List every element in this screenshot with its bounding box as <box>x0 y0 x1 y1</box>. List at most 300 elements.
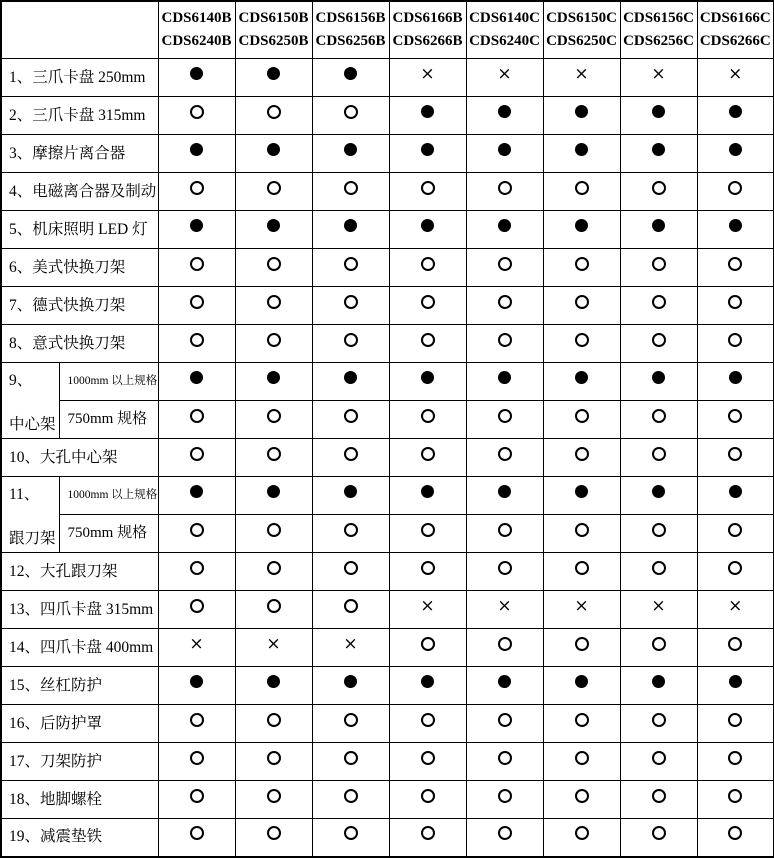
symbol-cell <box>389 135 466 173</box>
symbol-cell <box>389 173 466 211</box>
filled-circle-icon <box>652 219 665 232</box>
open-circle-icon <box>575 713 589 727</box>
symbol-cell <box>466 477 543 515</box>
open-circle-icon <box>190 447 204 461</box>
symbol-cell <box>312 515 389 553</box>
symbol-cell <box>543 591 620 629</box>
symbol-cell <box>466 211 543 249</box>
symbol-cell <box>389 667 466 705</box>
symbol-cell <box>620 59 697 97</box>
open-circle-icon <box>498 751 512 765</box>
symbol-cell <box>235 363 312 401</box>
open-circle-icon <box>344 295 358 309</box>
symbol-cell <box>620 515 697 553</box>
open-circle-icon <box>344 751 358 765</box>
symbol-cell <box>158 515 235 553</box>
symbol-cell <box>389 401 466 439</box>
symbol-cell <box>312 781 389 819</box>
spec-label: 1000mm 以上规格 <box>59 477 158 515</box>
symbol-cell <box>697 287 774 325</box>
table-row <box>1 249 774 287</box>
symbol-cell <box>389 59 466 97</box>
open-circle-icon <box>344 409 358 423</box>
open-circle-icon <box>267 599 281 613</box>
symbol-cell <box>235 97 312 135</box>
open-circle-icon <box>267 751 281 765</box>
symbol-cell <box>389 705 466 743</box>
filled-circle-icon <box>190 485 203 498</box>
group-number: 11、 <box>9 485 40 503</box>
model-name-top: CDS6156B <box>315 10 386 26</box>
symbol-cell <box>312 59 389 97</box>
symbol-cell <box>158 135 235 173</box>
symbol-cell <box>620 97 697 135</box>
model-name-top: CDS6166B <box>392 10 463 26</box>
open-circle-icon <box>190 561 204 575</box>
filled-circle-icon <box>729 675 742 688</box>
symbol-cell <box>697 781 774 819</box>
model-name-top: CDS6156C <box>623 10 694 26</box>
model-name-top: CDS6150B <box>238 10 309 26</box>
symbol-cell <box>389 743 466 781</box>
symbol-cell <box>466 249 543 287</box>
table-row <box>1 591 774 629</box>
symbol-cell <box>620 553 697 591</box>
open-circle-icon <box>498 789 512 803</box>
table-row <box>1 743 774 781</box>
open-circle-icon <box>344 333 358 347</box>
symbol-cell <box>389 477 466 515</box>
model-header <box>389 1 466 59</box>
symbol-cell <box>620 591 697 629</box>
open-circle-icon <box>575 789 589 803</box>
open-circle-icon <box>421 333 435 347</box>
symbol-cell <box>158 629 235 667</box>
open-circle-icon <box>498 181 512 195</box>
filled-circle-icon <box>190 675 203 688</box>
filled-circle-icon <box>652 485 665 498</box>
symbol-cell <box>543 249 620 287</box>
open-circle-icon <box>267 826 281 840</box>
filled-circle-icon <box>575 675 588 688</box>
open-circle-icon <box>344 713 358 727</box>
cross-icon: × <box>651 63 666 84</box>
symbol-cell <box>466 59 543 97</box>
group-label <box>1 477 59 553</box>
open-circle-icon <box>344 789 358 803</box>
filled-circle-icon <box>344 371 357 384</box>
filled-circle-icon <box>498 105 511 118</box>
filled-circle-icon <box>652 143 665 156</box>
symbol-cell <box>697 325 774 363</box>
table-row <box>1 705 774 743</box>
open-circle-icon <box>652 637 666 651</box>
open-circle-icon <box>421 181 435 195</box>
spec-label: 1000mm 以上规格 <box>59 363 158 401</box>
symbol-cell <box>466 629 543 667</box>
symbol-cell <box>466 439 543 477</box>
open-circle-icon <box>728 561 742 575</box>
symbol-cell <box>235 705 312 743</box>
symbol-cell <box>235 59 312 97</box>
table-row <box>1 363 774 401</box>
symbol-cell <box>697 211 774 249</box>
symbol-cell <box>620 135 697 173</box>
open-circle-icon <box>498 561 512 575</box>
symbol-cell <box>235 515 312 553</box>
symbol-cell <box>620 629 697 667</box>
symbol-cell <box>312 325 389 363</box>
filled-circle-icon <box>575 219 588 232</box>
symbol-cell <box>389 515 466 553</box>
row-label: 18、地脚螺栓 <box>1 781 158 819</box>
symbol-cell <box>158 667 235 705</box>
symbol-cell <box>620 363 697 401</box>
symbol-cell <box>543 211 620 249</box>
symbol-cell <box>312 211 389 249</box>
open-circle-icon <box>421 409 435 423</box>
open-circle-icon <box>652 333 666 347</box>
open-circle-icon <box>421 751 435 765</box>
symbol-cell <box>389 325 466 363</box>
model-header <box>312 1 389 59</box>
open-circle-icon <box>498 447 512 461</box>
symbol-cell <box>389 363 466 401</box>
open-circle-icon <box>190 826 204 840</box>
model-header <box>543 1 620 59</box>
filled-circle-icon <box>421 219 434 232</box>
open-circle-icon <box>190 181 204 195</box>
open-circle-icon <box>498 333 512 347</box>
symbol-cell <box>389 819 466 857</box>
symbol-cell <box>466 97 543 135</box>
symbol-cell <box>620 173 697 211</box>
symbol-cell <box>389 439 466 477</box>
open-circle-icon <box>498 713 512 727</box>
open-circle-icon <box>652 181 666 195</box>
symbol-cell <box>697 173 774 211</box>
open-circle-icon <box>498 637 512 651</box>
open-circle-icon <box>267 333 281 347</box>
symbol-cell <box>620 667 697 705</box>
symbol-cell <box>543 173 620 211</box>
table-row <box>1 59 774 97</box>
symbol-cell <box>466 705 543 743</box>
cross-icon: × <box>343 633 358 654</box>
symbol-cell <box>312 477 389 515</box>
filled-circle-icon <box>421 675 434 688</box>
symbol-cell <box>543 477 620 515</box>
filled-circle-icon <box>652 105 665 118</box>
row-label: 8、意式快换刀架 <box>1 325 158 363</box>
open-circle-icon <box>421 713 435 727</box>
open-circle-icon <box>728 181 742 195</box>
symbol-cell <box>543 705 620 743</box>
model-name-bottom: CDS6256C <box>623 33 694 49</box>
open-circle-icon <box>267 789 281 803</box>
row-label: 13、四爪卡盘 315mm <box>1 591 158 629</box>
symbol-cell <box>620 705 697 743</box>
filled-circle-icon <box>498 675 511 688</box>
symbol-cell <box>466 743 543 781</box>
model-name-bottom: CDS6250B <box>238 33 309 49</box>
filled-circle-icon <box>575 485 588 498</box>
filled-circle-icon <box>190 143 203 156</box>
symbol-cell <box>620 249 697 287</box>
table-row <box>1 401 774 439</box>
cross-icon: × <box>574 63 589 84</box>
filled-circle-icon <box>498 485 511 498</box>
open-circle-icon <box>575 257 589 271</box>
cross-icon: × <box>574 595 589 616</box>
cross-icon: × <box>420 63 435 84</box>
open-circle-icon <box>344 105 358 119</box>
table-row <box>1 211 774 249</box>
cross-icon: × <box>728 63 743 84</box>
symbol-cell <box>235 819 312 857</box>
symbol-cell <box>543 743 620 781</box>
filled-circle-icon <box>267 675 280 688</box>
symbol-cell <box>158 173 235 211</box>
spec-label: 750mm 规格 <box>59 401 158 439</box>
open-circle-icon <box>344 257 358 271</box>
symbol-cell <box>235 325 312 363</box>
symbol-cell <box>697 97 774 135</box>
cross-icon: × <box>497 63 512 84</box>
symbol-cell <box>466 325 543 363</box>
open-circle-icon <box>421 561 435 575</box>
symbol-cell <box>697 515 774 553</box>
symbol-cell <box>389 249 466 287</box>
cross-icon: × <box>728 595 743 616</box>
open-circle-icon <box>421 257 435 271</box>
open-circle-icon <box>652 295 666 309</box>
open-circle-icon <box>728 713 742 727</box>
symbol-cell <box>235 135 312 173</box>
model-header <box>620 1 697 59</box>
open-circle-icon <box>575 826 589 840</box>
open-circle-icon <box>190 599 204 613</box>
symbol-cell <box>697 743 774 781</box>
symbol-cell <box>466 667 543 705</box>
table-row <box>1 819 774 857</box>
symbol-cell <box>158 287 235 325</box>
symbol-cell <box>543 667 620 705</box>
symbol-cell <box>543 553 620 591</box>
open-circle-icon <box>267 409 281 423</box>
corner-cell <box>1 1 158 59</box>
filled-circle-icon <box>575 143 588 156</box>
open-circle-icon <box>190 257 204 271</box>
symbol-cell <box>235 287 312 325</box>
symbol-cell <box>158 819 235 857</box>
model-name-bottom: CDS6256B <box>315 33 386 49</box>
symbol-cell <box>697 439 774 477</box>
open-circle-icon <box>728 333 742 347</box>
open-circle-icon <box>421 447 435 461</box>
open-circle-icon <box>652 523 666 537</box>
spec-label: 750mm 规格 <box>59 515 158 553</box>
open-circle-icon <box>190 333 204 347</box>
row-label: 14、四爪卡盘 400mm <box>1 629 158 667</box>
cross-icon: × <box>420 595 435 616</box>
open-circle-icon <box>652 561 666 575</box>
filled-circle-icon <box>652 371 665 384</box>
symbol-cell <box>466 781 543 819</box>
open-circle-icon <box>344 447 358 461</box>
open-circle-icon <box>498 409 512 423</box>
filled-circle-icon <box>190 67 203 80</box>
open-circle-icon <box>652 713 666 727</box>
symbol-cell <box>543 287 620 325</box>
group-label <box>1 363 59 439</box>
open-circle-icon <box>267 713 281 727</box>
symbol-cell <box>312 173 389 211</box>
symbol-cell <box>312 819 389 857</box>
open-circle-icon <box>190 789 204 803</box>
open-circle-icon <box>575 561 589 575</box>
symbol-cell <box>312 553 389 591</box>
row-label: 15、丝杠防护 <box>1 667 158 705</box>
open-circle-icon <box>344 599 358 613</box>
row-label: 5、机床照明 LED 灯 <box>1 211 158 249</box>
open-circle-icon <box>190 523 204 537</box>
row-label: 17、刀架防护 <box>1 743 158 781</box>
table-row <box>1 97 774 135</box>
symbol-cell <box>620 211 697 249</box>
row-label: 3、摩擦片离合器 <box>1 135 158 173</box>
symbol-cell <box>158 553 235 591</box>
open-circle-icon <box>652 826 666 840</box>
open-circle-icon <box>575 447 589 461</box>
open-circle-icon <box>344 561 358 575</box>
model-name-bottom: CDS6266B <box>392 33 463 49</box>
open-circle-icon <box>652 409 666 423</box>
row-label: 1、三爪卡盘 250mm <box>1 59 158 97</box>
model-name-bottom: CDS6240C <box>469 33 540 49</box>
symbol-cell <box>620 819 697 857</box>
table-row <box>1 173 774 211</box>
open-circle-icon <box>344 181 358 195</box>
open-circle-icon <box>421 637 435 651</box>
symbol-cell <box>389 97 466 135</box>
open-circle-icon <box>267 257 281 271</box>
open-circle-icon <box>652 789 666 803</box>
symbol-cell <box>697 705 774 743</box>
model-header <box>466 1 543 59</box>
symbol-cell <box>543 59 620 97</box>
symbol-cell <box>620 401 697 439</box>
filled-circle-icon <box>421 485 434 498</box>
symbol-cell <box>312 667 389 705</box>
symbol-cell <box>543 781 620 819</box>
row-label: 10、大孔中心架 <box>1 439 158 477</box>
symbol-cell <box>312 401 389 439</box>
symbol-cell <box>235 211 312 249</box>
model-header <box>235 1 312 59</box>
symbol-cell <box>466 401 543 439</box>
symbol-cell <box>466 553 543 591</box>
model-header <box>697 1 774 59</box>
symbol-cell <box>543 135 620 173</box>
open-circle-icon <box>498 257 512 271</box>
symbol-cell <box>312 363 389 401</box>
symbol-cell <box>466 287 543 325</box>
symbol-cell <box>389 287 466 325</box>
filled-circle-icon <box>729 485 742 498</box>
symbol-cell <box>158 249 235 287</box>
symbol-cell <box>466 173 543 211</box>
open-circle-icon <box>344 523 358 537</box>
symbol-cell <box>158 781 235 819</box>
filled-circle-icon <box>575 371 588 384</box>
filled-circle-icon <box>729 105 742 118</box>
symbol-cell <box>389 591 466 629</box>
open-circle-icon <box>728 789 742 803</box>
model-name-top: CDS6166C <box>699 10 771 26</box>
filled-circle-icon <box>729 371 742 384</box>
symbol-cell <box>697 59 774 97</box>
symbol-cell <box>312 743 389 781</box>
open-circle-icon <box>575 409 589 423</box>
filled-circle-icon <box>498 143 511 156</box>
symbol-cell <box>235 591 312 629</box>
open-circle-icon <box>728 409 742 423</box>
symbol-cell <box>312 287 389 325</box>
symbol-cell <box>158 477 235 515</box>
table-row <box>1 553 774 591</box>
symbol-cell <box>389 211 466 249</box>
symbol-cell <box>697 667 774 705</box>
symbol-cell <box>312 135 389 173</box>
symbol-cell <box>235 439 312 477</box>
symbol-cell <box>158 439 235 477</box>
filled-circle-icon <box>575 105 588 118</box>
open-circle-icon <box>575 333 589 347</box>
model-name-top: CDS6140B <box>161 10 232 26</box>
symbol-cell <box>389 781 466 819</box>
symbol-cell <box>235 667 312 705</box>
symbol-cell <box>312 97 389 135</box>
filled-circle-icon <box>344 675 357 688</box>
symbol-cell <box>697 401 774 439</box>
open-circle-icon <box>267 523 281 537</box>
symbol-cell <box>620 439 697 477</box>
symbol-cell <box>389 553 466 591</box>
open-circle-icon <box>652 447 666 461</box>
symbol-cell <box>620 477 697 515</box>
symbol-cell <box>235 401 312 439</box>
symbol-cell <box>543 401 620 439</box>
symbol-cell <box>697 135 774 173</box>
symbol-cell <box>543 439 620 477</box>
filled-circle-icon <box>267 371 280 384</box>
open-circle-icon <box>652 257 666 271</box>
symbol-cell <box>235 553 312 591</box>
filled-circle-icon <box>190 371 203 384</box>
symbol-cell <box>312 629 389 667</box>
symbol-cell <box>697 629 774 667</box>
open-circle-icon <box>575 523 589 537</box>
symbol-cell <box>389 629 466 667</box>
symbol-cell <box>697 363 774 401</box>
table-row <box>1 629 774 667</box>
open-circle-icon <box>267 561 281 575</box>
symbol-cell <box>235 781 312 819</box>
row-label: 7、德式快换刀架 <box>1 287 158 325</box>
symbol-cell <box>158 59 235 97</box>
table-row <box>1 477 774 515</box>
